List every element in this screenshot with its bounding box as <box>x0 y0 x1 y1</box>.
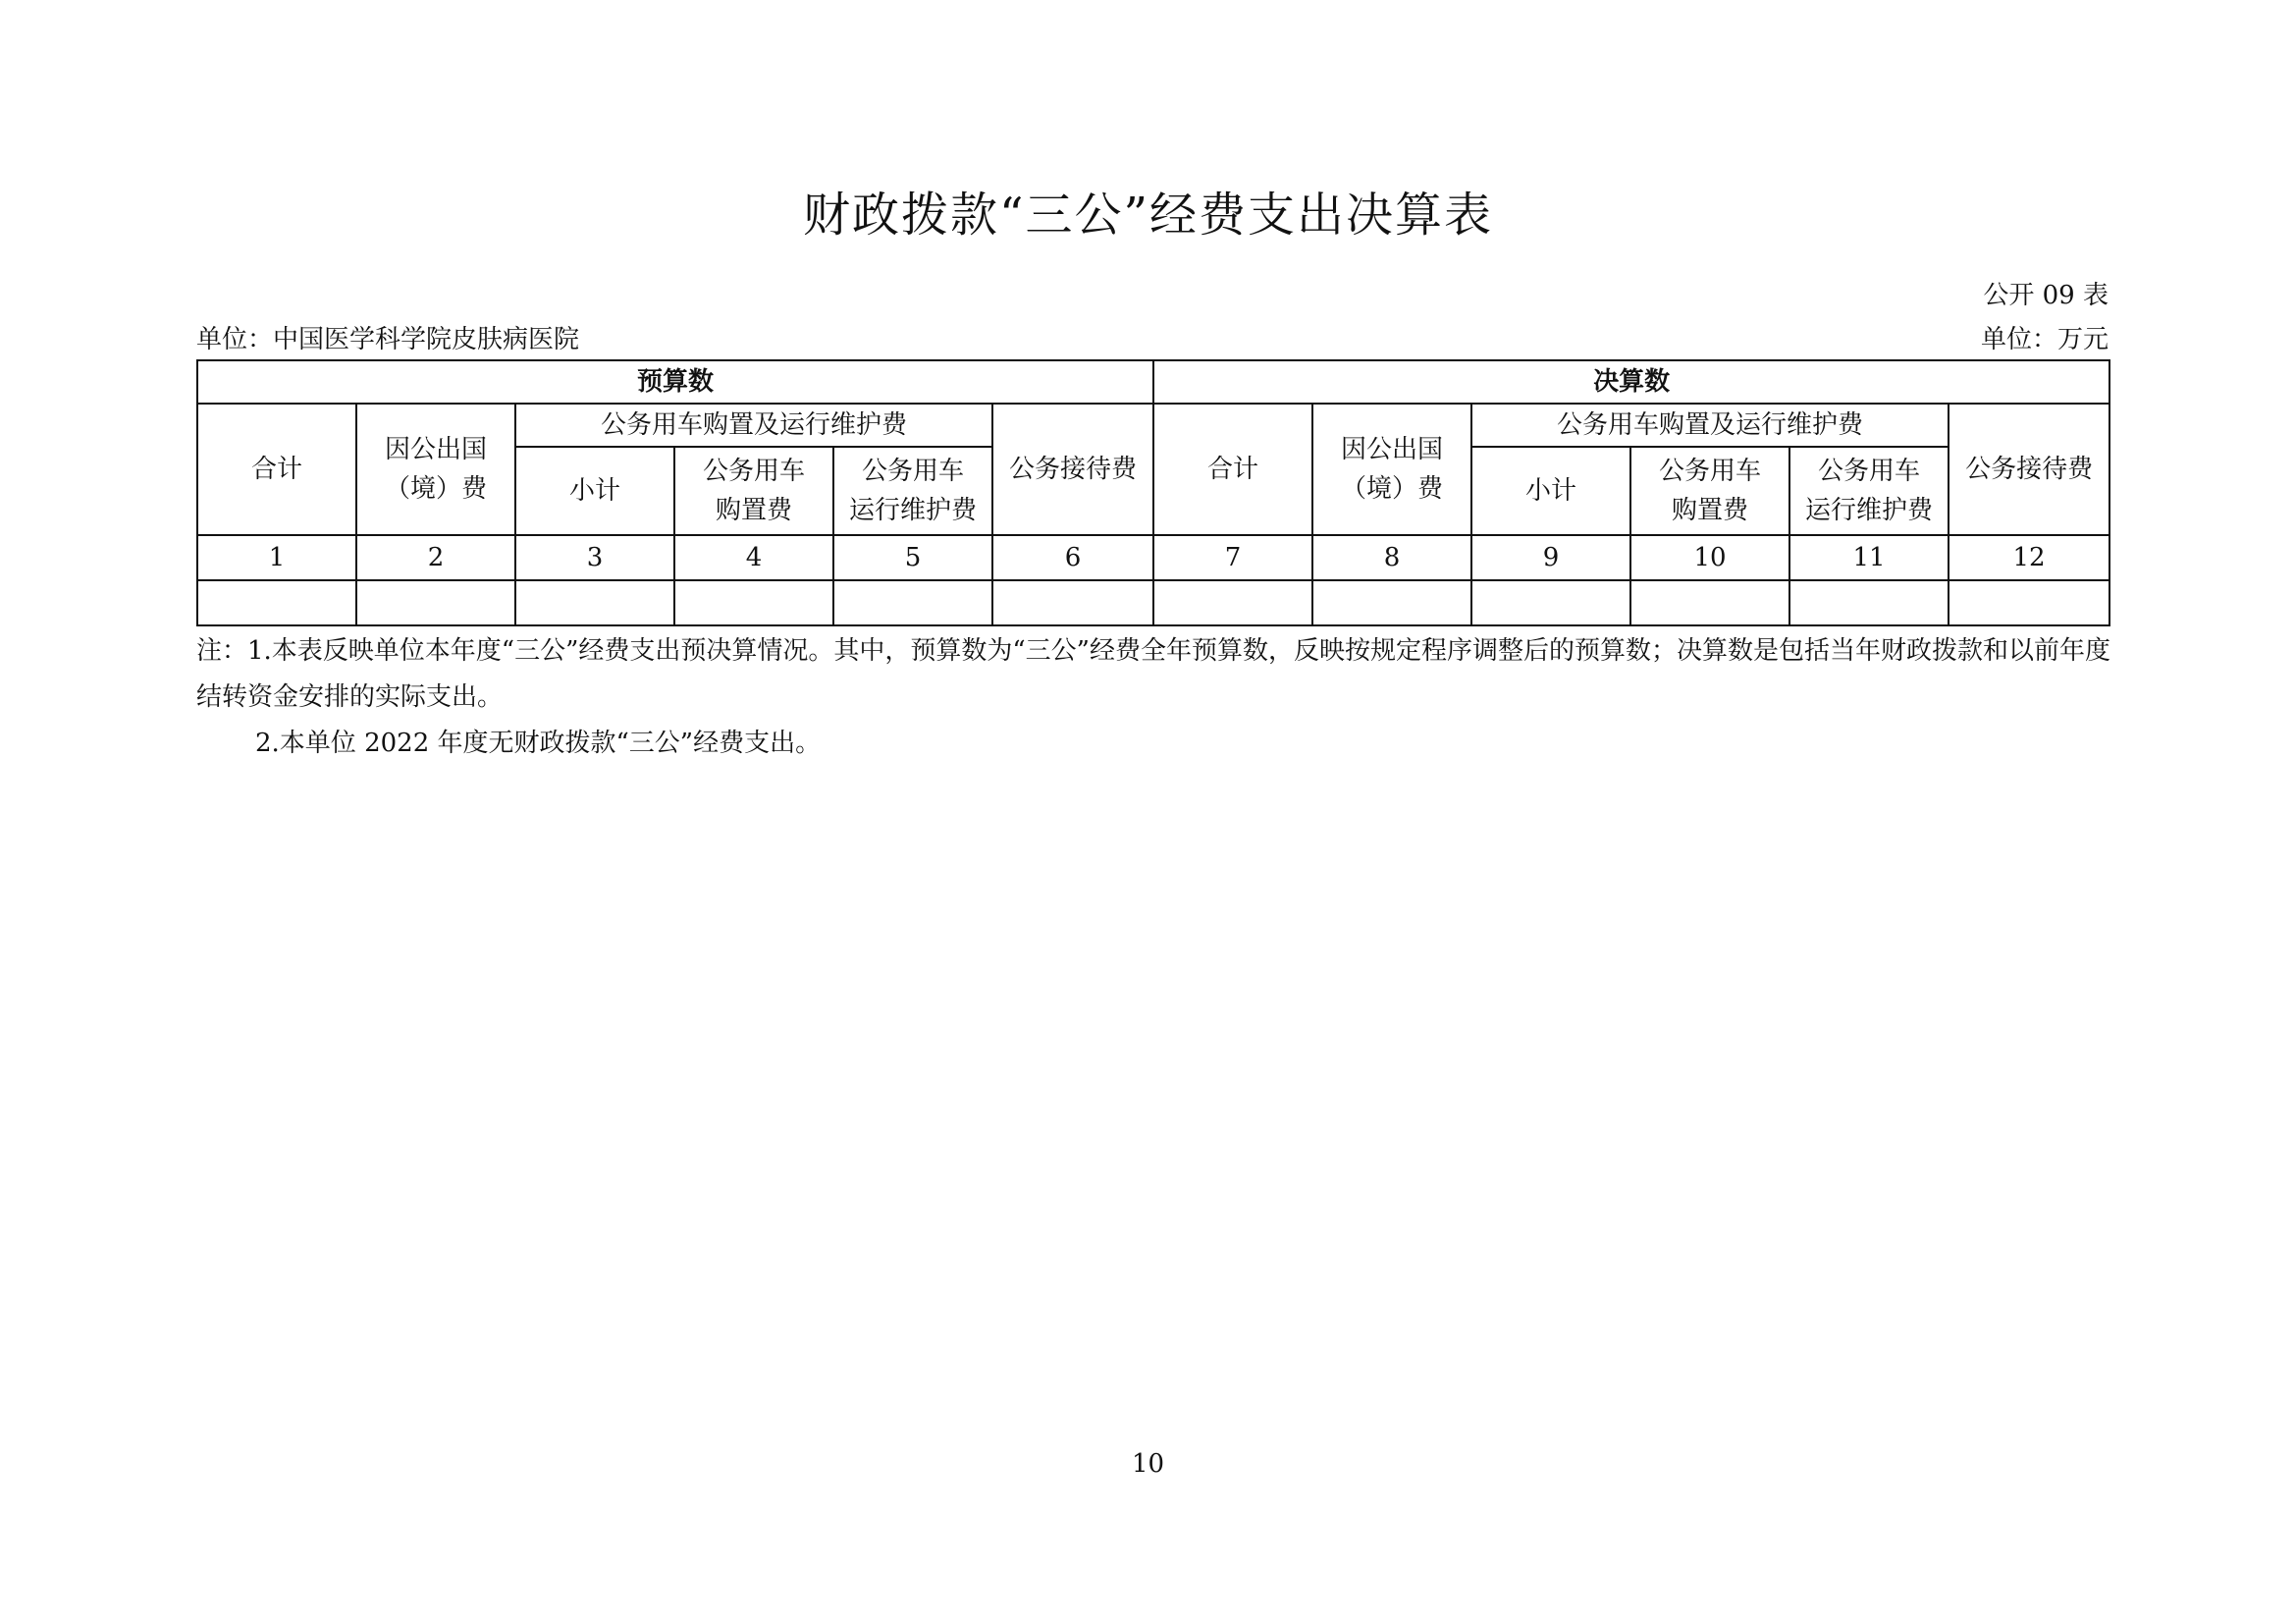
budget-reception-header: 公务接待费 <box>992 404 1153 535</box>
table-cell <box>674 580 833 625</box>
notes-section <box>196 628 2110 767</box>
note-2: 2.本单位 2022 年度无财政拨款“三公”经费支出。 <box>255 729 822 758</box>
table-cell <box>992 580 1153 625</box>
final-vehicle-operation-line1: 公务用车 <box>1818 456 1921 486</box>
document-title: 财政拨款“三公”经费支出决算表 <box>802 188 1494 243</box>
final-reception-header: 公务接待费 <box>1949 404 2109 535</box>
budget-abroad-header <box>356 404 515 535</box>
budget-group-header: 预算数 <box>197 360 1153 404</box>
table-cell <box>1789 580 1949 625</box>
table-cell <box>833 580 992 625</box>
table-cell <box>1312 580 1471 625</box>
budget-vehicle-purchase-line1: 公务用车 <box>702 456 805 486</box>
final-abroad-header <box>1312 404 1471 535</box>
column-number-row <box>197 535 2109 580</box>
unit-organization: 单位：中国医学科学院皮肤病医院 <box>196 325 580 354</box>
column-number: 7 <box>1153 535 1312 580</box>
final-total-header: 合计 <box>1153 404 1312 535</box>
budget-vehicle-operation-line1: 公务用车 <box>861 456 964 486</box>
column-number: 3 <box>515 535 674 580</box>
table-cell <box>356 580 515 625</box>
budget-vehicle-purchase-header <box>674 447 833 535</box>
final-vehicle-purchase-line1: 公务用车 <box>1659 456 1762 486</box>
group-header-row <box>197 360 2109 404</box>
table-cell <box>1153 580 1312 625</box>
table-cell <box>1630 580 1789 625</box>
column-number: 2 <box>356 535 515 580</box>
column-number: 5 <box>833 535 992 580</box>
final-vehicle-operation-header <box>1789 447 1949 535</box>
final-vehicle-purchase-line2: 购置费 <box>1672 496 1749 525</box>
column-number: 11 <box>1789 535 1949 580</box>
final-vehicle-operation-line2: 运行维护费 <box>1805 496 1934 525</box>
final-vehicle-purchase-header <box>1630 447 1789 535</box>
column-number: 12 <box>1949 535 2109 580</box>
budget-vehicle-operation-header <box>833 447 992 535</box>
three-public-expenses-table <box>196 359 2110 626</box>
form-code: 公开 09 表 <box>1983 281 2109 310</box>
table-cell <box>515 580 674 625</box>
budget-abroad-line2: （境）费 <box>384 474 487 504</box>
budget-total-header: 合计 <box>197 404 356 535</box>
note-1: 注：1.本表反映单位本年度“三公”经费支出预决算情况。其中，预算数为“三公”经费全年预算数，反映按规定程序调整后的预算数；决算数是包括当年财政拨款和以前年度结转资金安排的实际支出。 <box>196 636 2110 712</box>
final-subtotal-header: 小计 <box>1471 447 1630 535</box>
budget-abroad-line1: 因公出国 <box>384 434 487 464</box>
final-abroad-line1: 因公出国 <box>1341 434 1444 464</box>
column-number: 6 <box>992 535 1153 580</box>
column-number: 8 <box>1312 535 1471 580</box>
table-cell <box>1949 580 2109 625</box>
final-vehicle-group-header: 公务用车购置及运行维护费 <box>1471 404 1949 447</box>
budget-vehicle-purchase-line2: 购置费 <box>715 496 792 525</box>
budget-subtotal-header: 小计 <box>515 447 674 535</box>
page-number: 10 <box>1131 1449 1165 1479</box>
budget-vehicle-group-header: 公务用车购置及运行维护费 <box>515 404 992 447</box>
budget-vehicle-operation-line2: 运行维护费 <box>848 496 977 525</box>
column-number: 4 <box>674 535 833 580</box>
unit-currency: 单位：万元 <box>1980 325 2109 354</box>
column-number: 9 <box>1471 535 1630 580</box>
final-group-header: 决算数 <box>1153 360 2109 404</box>
column-number: 10 <box>1630 535 1789 580</box>
sub-header-row <box>197 404 2109 447</box>
table-row <box>197 580 2109 625</box>
column-number: 1 <box>197 535 356 580</box>
table-cell <box>197 580 356 625</box>
final-abroad-line2: （境）费 <box>1341 474 1444 504</box>
table-cell <box>1471 580 1630 625</box>
